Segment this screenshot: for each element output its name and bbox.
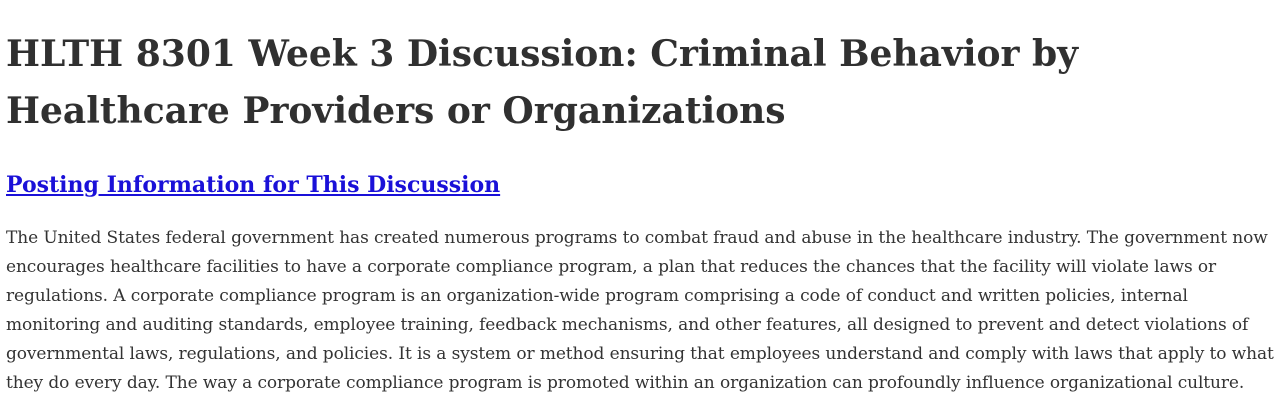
body-paragraph: The United States federal government has created numerous programs to combat fraud and abuse in the healthcare industry. The government now encourages healthcare facilities to have a corporate compliance program, a plan that reduces the chances that the facility will violate laws or regulations. A corporate compliance program is an organization-wide program comprising a code of conduct and written policies, internal monitoring and auditing standards, employee training, feedback mechanisms, and other features, all designed to prevent and detect violations of governmental laws, regulations, and policies. It is a system or method ensuring that employees understand and comply with laws that apply to what they do every day. The way a corporate compliance program is promoted within an organization can profoundly influence organizational culture. xyxy=(6,228,1274,393)
page-title: HLTH 8301 Week 3 Discussion: Criminal Behavior by Healthcare Providers or Organizations xyxy=(6,33,1079,132)
section-heading xyxy=(6,170,1272,200)
posting-information-link[interactable]: Posting Information for This Discussion xyxy=(6,172,501,198)
article xyxy=(6,0,1272,398)
